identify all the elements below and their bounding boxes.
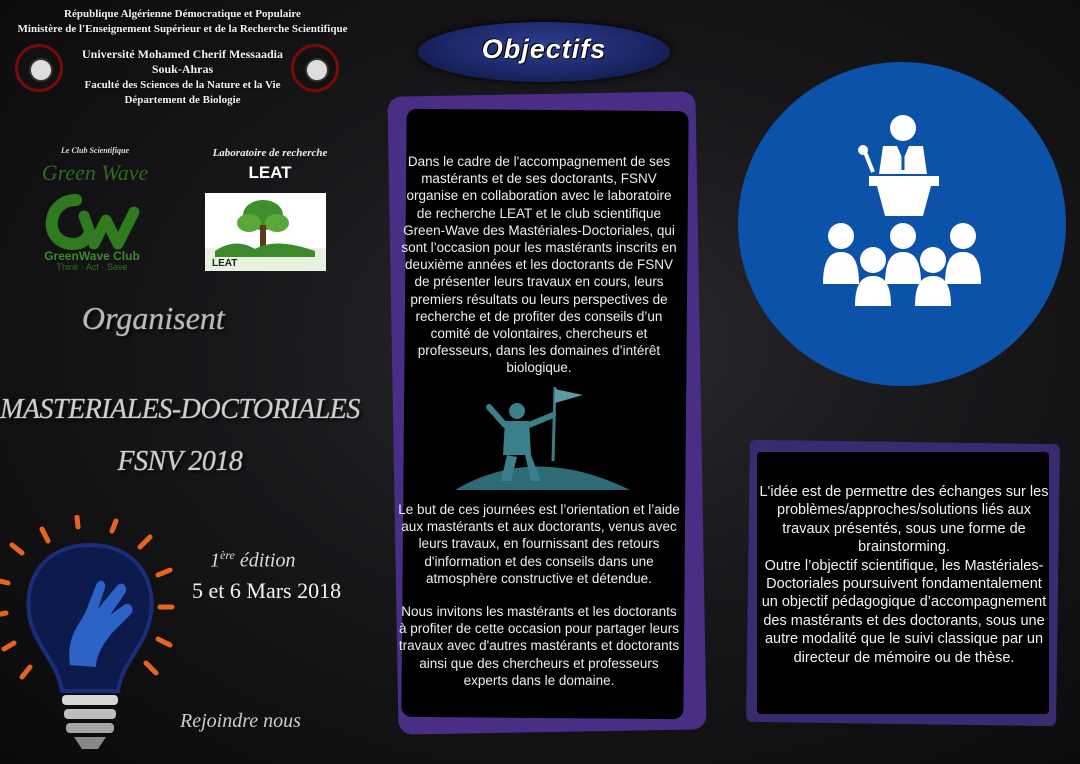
right-text-block bbox=[758, 483, 1050, 667]
organisent-title: Organisent bbox=[82, 300, 225, 336]
lab-caption: Laboratoire de recherche bbox=[212, 147, 328, 159]
right-text-2: Outre l’objectif scientifique, les Mastériales-Doctoriales poursuivent fondamentalement un objectif pédagogique d’accompagnement des mastérants et des doctorants, sous une autre modalité que le suivi classique par un directeur de mémoire ou de thèse. bbox=[761, 557, 1047, 666]
header-line-5: Faculté des Sciences de la Nature et la Vie bbox=[84, 79, 281, 91]
club-name: Green Wave bbox=[41, 160, 149, 185]
objectifs-label: Objectifs bbox=[481, 34, 607, 64]
header-line-1: République Algérienne Démocratique et Populaire bbox=[64, 8, 301, 20]
lightbulb-hand-icon bbox=[0, 515, 180, 755]
event-title: MASTERIALES-DOCTORIALES bbox=[0, 394, 360, 425]
objectifs-text-2: Le but de ces journées est l’orientation et l’aide aux mastérants et aux doctorants, venus avec leurs travaux, en fournissant des retours d'information et des conseils dans une atmosphère constructive et détendue. bbox=[398, 502, 680, 586]
header-line-6: Département de Biologie bbox=[124, 94, 241, 106]
edition-word: édition bbox=[239, 549, 296, 572]
event-subtitle: FSNV 2018 bbox=[117, 446, 243, 477]
event-dates: 5 et 6 Mars 2018 bbox=[192, 578, 342, 603]
summit-flag-icon bbox=[455, 385, 630, 490]
lab-name: LEAT bbox=[248, 163, 292, 182]
lab-logo-text: LEAT bbox=[212, 258, 238, 269]
header-line-3: Université Mohamed Cherif Messaadia bbox=[82, 47, 283, 61]
join-us-link[interactable]: Rejoindre nous bbox=[180, 710, 301, 732]
edition-label bbox=[210, 548, 295, 573]
edition-superscript: ère bbox=[220, 548, 235, 562]
header-line-4: Souk-Ahras bbox=[151, 62, 214, 76]
objectifs-text-1: Dans le cadre de l'accompagnement de ses mastérants et de ses doctorants, FSNV organise en collaboration avec le laboratoire de recherche LEAT et le club scientifique Green-Wave des Mastériales-Doctoriales, qui sont l’occasion pour les mastérants inscrits en deuxième années et les doctorants de FSNV de présenter leurs travaux en cours, leurs premiers résultats ou leurs perspectives de recherche et de profiter des conseils d’un comité de volontaires, chercheurs et professeurs, dans les domaines d’intérêt biologique. bbox=[401, 154, 677, 376]
club-tagline: Think · Act · Save bbox=[56, 262, 128, 272]
club-logo-text: GreenWave Club bbox=[44, 249, 140, 263]
objectifs-text-3: Nous invitons les mastérants et les doctorants à profiter de cette occasion pour partager leurs travaux avec d'autres mastérants et doctorants ainsi que des chercheurs et professeurs experts dans le domaine. bbox=[398, 604, 680, 688]
edition-number: 1 bbox=[210, 549, 220, 572]
header-line-2: Ministère de l'Enseignement Supérieur et de la Recherche Scientifique bbox=[17, 23, 348, 35]
club-caption: Le Club Scientifique bbox=[61, 146, 129, 155]
right-text-1: L'idée est de permettre des échanges sur les problèmes/approches/solutions liés aux travaux présentés, sous une forme de brainstorming. bbox=[759, 484, 1049, 556]
speaker-audience-icon bbox=[815, 112, 995, 312]
